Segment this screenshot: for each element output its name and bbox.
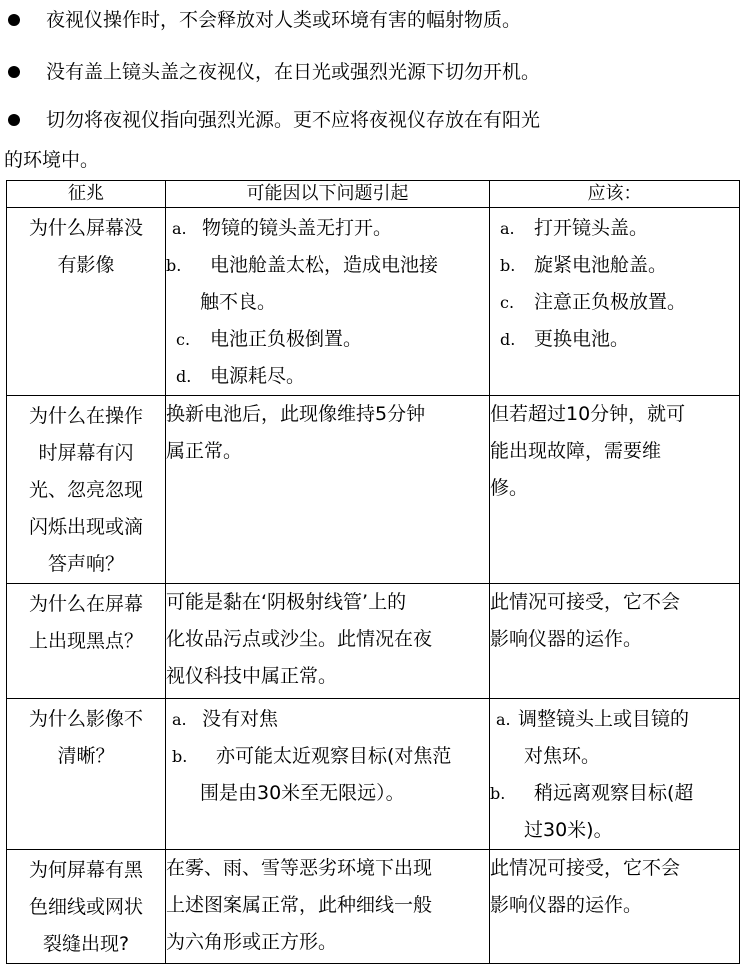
cause-line: 为六角形或正方形。 xyxy=(166,931,338,953)
symptom-line: 清晰？ xyxy=(57,745,115,767)
symptom-line: 为何屏幕有黑 xyxy=(28,859,143,881)
safety-note-text: 切勿将夜视仪指向强烈光源。更不应将夜视仪存放在有阳光 xyxy=(46,109,541,131)
safety-note xyxy=(0,102,750,138)
item-marker: b. xyxy=(172,747,188,766)
symptom-line: 上出现黑点？ xyxy=(28,630,143,652)
cause-line: 属正常。 xyxy=(166,440,243,462)
table-row xyxy=(7,850,740,964)
cause-item xyxy=(166,738,489,775)
table-row xyxy=(7,699,740,850)
item-marker: a. xyxy=(172,710,187,729)
item-marker: b. xyxy=(490,784,506,803)
safety-note-continuation: 的环境中。 xyxy=(4,149,100,171)
safety-note xyxy=(0,54,750,90)
symptom-cell xyxy=(7,850,166,964)
bullet-dot-icon xyxy=(8,14,20,26)
item-text: 电池正负极倒置。 xyxy=(210,328,363,350)
item-text: 电池舱盖太松，造成电池接 xyxy=(210,254,439,276)
symptom-line: 光、忽亮忽现 xyxy=(28,479,143,501)
item-text: 触不良。 xyxy=(200,291,277,313)
symptom-line: 有影像 xyxy=(57,254,115,276)
item-text: 调整镜头上或目镜的 xyxy=(518,708,690,730)
cause-line: 可能是黏在‘阴极射线管’上的 xyxy=(166,591,407,613)
safety-note-text: 没有盖上镜头盖之夜视仪，在日光或强烈光源下切勿开机。 xyxy=(46,61,541,83)
cause-line: 在雾、雨、雪等恶劣环境下出现 xyxy=(166,857,433,879)
cause-line: 上述图案属正常，此种细线一般 xyxy=(166,894,433,916)
action-line: 影响仪器的运作。 xyxy=(490,628,643,650)
action-item xyxy=(490,321,739,358)
symptom-line: 裂缝出现? xyxy=(42,933,130,955)
cause-cell xyxy=(166,699,490,850)
item-marker: b. xyxy=(166,256,182,275)
cause-item xyxy=(166,358,489,395)
symptom-cell xyxy=(7,584,166,699)
cause-item-continuation xyxy=(166,284,489,321)
item-marker: b. xyxy=(500,256,516,275)
symptom-line: 为什么影像不 xyxy=(28,708,143,730)
action-item-continuation xyxy=(490,812,739,849)
header-symptom: 征兆 xyxy=(7,181,166,208)
action-item xyxy=(490,210,739,247)
cause-item xyxy=(166,210,489,247)
action-cell xyxy=(490,850,740,964)
item-marker: d. xyxy=(176,367,192,386)
cause-item-continuation xyxy=(166,775,489,812)
cause-line: 化妆品污点或沙尘。此情况在夜 xyxy=(166,628,433,650)
troubleshooting-table xyxy=(6,180,740,964)
action-cell xyxy=(490,699,740,850)
symptom-line: 闪烁出现或滴 xyxy=(28,516,143,538)
symptom-line: 答声响？ xyxy=(47,553,124,575)
item-text: 稍远离观察目标(超 xyxy=(534,782,694,804)
action-item xyxy=(490,775,739,812)
cause-cell xyxy=(166,208,490,396)
item-text: 打开镜头盖。 xyxy=(534,217,649,239)
item-text: 注意正负极放置。 xyxy=(534,291,687,313)
safety-note xyxy=(0,2,750,38)
item-marker: a. xyxy=(496,710,511,729)
cause-cell xyxy=(166,850,490,964)
bullet-dot-icon xyxy=(8,114,20,126)
action-cell xyxy=(490,208,740,396)
symptom-line: 为什么在操作 xyxy=(28,405,143,427)
action-line: 影响仪器的运作。 xyxy=(490,894,643,916)
symptom-cell xyxy=(7,208,166,396)
table-row xyxy=(7,584,740,699)
item-text: 过30米)。 xyxy=(524,819,613,841)
item-marker: d. xyxy=(500,330,516,349)
symptom-line: 时屏幕有闪 xyxy=(38,442,134,464)
item-marker: c. xyxy=(176,330,191,349)
action-cell xyxy=(490,396,740,584)
action-item xyxy=(490,284,739,321)
symptom-line: 为什么屏幕没 xyxy=(28,217,143,239)
safety-note-text: 夜视仪操作时，不会释放对人类或环境有害的幅射物质。 xyxy=(46,9,522,31)
cause-line: 换新电池后，此现像维持5分钟 xyxy=(166,403,426,425)
item-text: 电源耗尽。 xyxy=(210,365,306,387)
cause-line: 视仪科技中属正常。 xyxy=(166,665,338,687)
cause-item xyxy=(166,247,489,284)
action-line: 此情况可接受，它不会 xyxy=(490,857,681,879)
action-line: 此情况可接受，它不会 xyxy=(490,591,681,613)
cause-cell xyxy=(166,396,490,584)
item-marker: a. xyxy=(172,219,187,238)
action-line: 能出现故障，需要维 xyxy=(490,440,662,462)
item-marker: a. xyxy=(500,219,515,238)
symptom-line: 色细线或网状 xyxy=(28,896,143,918)
item-marker: c. xyxy=(500,293,515,312)
item-text: 没有对焦 xyxy=(202,708,279,730)
item-text: 更换电池。 xyxy=(534,328,630,350)
action-item-continuation xyxy=(490,738,739,775)
action-cell xyxy=(490,584,740,699)
symptom-cell xyxy=(7,396,166,584)
header-action: 应该： xyxy=(490,181,740,208)
action-line: 修。 xyxy=(490,477,529,499)
action-item xyxy=(490,247,739,284)
cause-cell xyxy=(166,584,490,699)
header-cause: 可能因以下问题引起 xyxy=(166,181,490,208)
item-text: 物镜的镜头盖无打开。 xyxy=(202,217,393,239)
symptom-cell xyxy=(7,699,166,850)
action-line: 但若超过10分钟，就可 xyxy=(490,403,686,425)
cause-item xyxy=(166,701,489,738)
symptom-line: 为什么在屏幕 xyxy=(28,593,143,615)
action-item xyxy=(490,701,739,738)
cause-item xyxy=(166,321,489,358)
item-text: 旋紧电池舱盖。 xyxy=(534,254,668,276)
table-row xyxy=(7,396,740,584)
item-text: 围是由30米至无限远）。 xyxy=(200,782,405,804)
table-header-row xyxy=(7,181,740,208)
item-text: 亦可能太近观察目标(对焦范 xyxy=(216,745,452,767)
item-text: 对焦环。 xyxy=(524,745,601,767)
bullet-dot-icon xyxy=(8,66,20,78)
table-row xyxy=(7,208,740,396)
